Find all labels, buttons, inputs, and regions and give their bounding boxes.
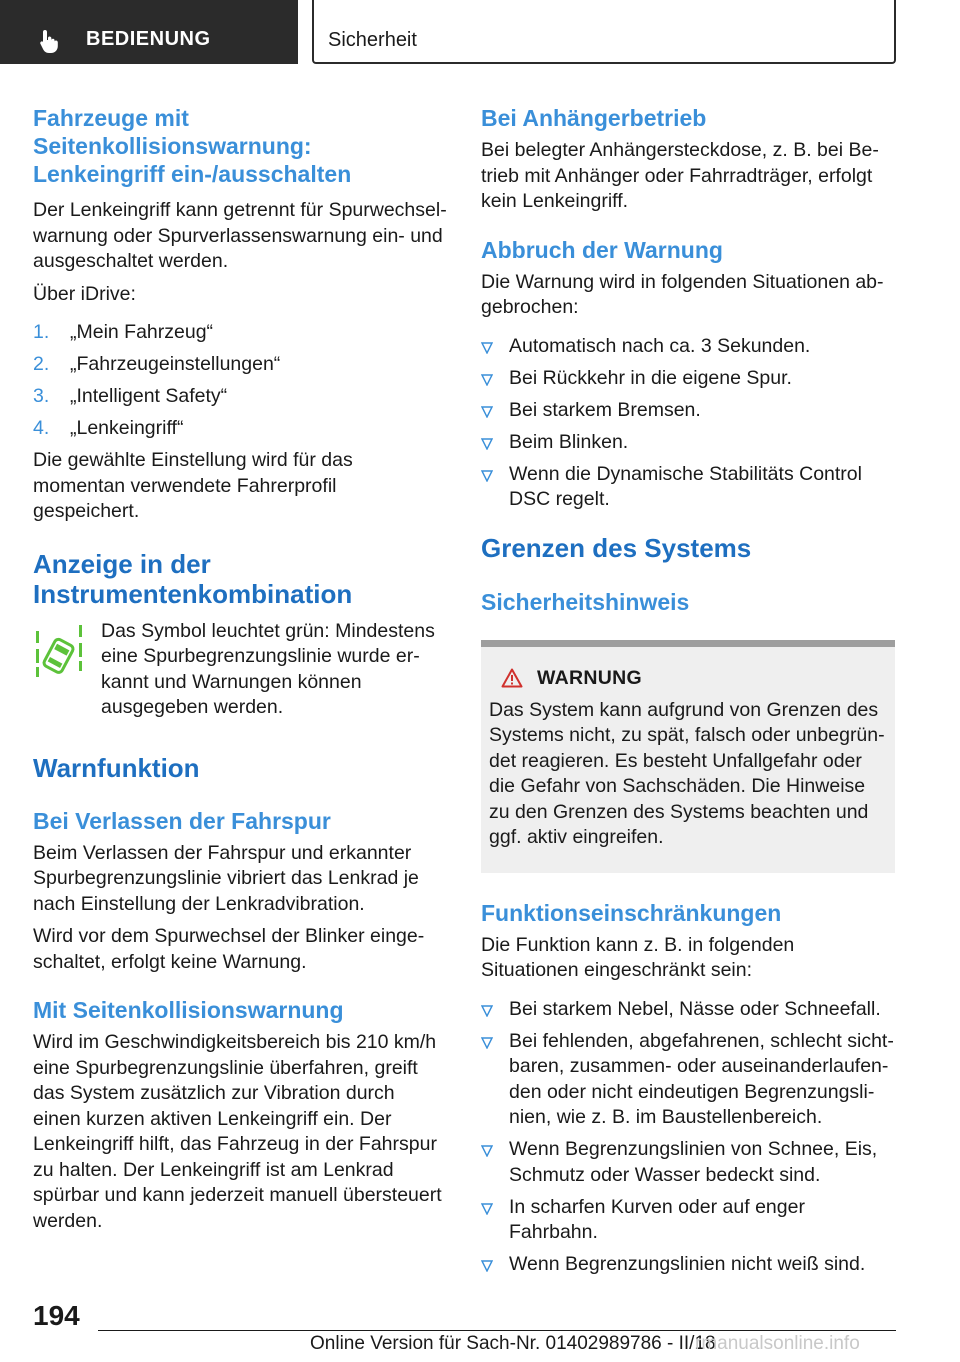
step-text: „Mein Fahrzeug“ bbox=[70, 321, 214, 343]
list-item-text: Wenn die Dynamische Stabilitäts Control DSC regelt. bbox=[509, 462, 862, 510]
list-item-text: Bei starkem Bremsen. bbox=[509, 398, 701, 421]
header-section-tab bbox=[0, 0, 298, 64]
list-item bbox=[481, 1137, 895, 1188]
warning-title: WARNUNG bbox=[537, 666, 643, 689]
list-item bbox=[481, 1029, 895, 1131]
watermark-text: rmanualsonline.info bbox=[695, 1333, 860, 1354]
section-label: BEDIENUNG bbox=[86, 28, 211, 50]
heading-anzeige: Anzeige in der Instrumentenkombination bbox=[33, 548, 353, 609]
heading-anhaenger: Bei Anhängerbetrieb bbox=[481, 105, 707, 131]
step-number: 2. bbox=[33, 353, 50, 375]
online-version-note: Online Version für Sach-Nr. 01402989786 - II/18 bbox=[310, 1333, 716, 1354]
heading-abbruch: Abbruch der Warnung bbox=[481, 236, 723, 263]
chapter-title: Sicherheit bbox=[328, 29, 417, 51]
heading-seitenkollision: Mit Seitenkollisionswarnung bbox=[33, 997, 344, 1023]
list-item bbox=[481, 334, 895, 360]
triangle-bullet-icon bbox=[481, 406, 493, 418]
heading-grenzen: Grenzen des Systems bbox=[481, 532, 752, 563]
lane-assist-indicator-icon bbox=[33, 621, 89, 681]
list-item bbox=[481, 462, 895, 513]
triangle-bullet-icon bbox=[481, 374, 493, 386]
heading-funktion: Funktionseinschränkungen bbox=[481, 899, 782, 926]
funktion-list bbox=[481, 997, 895, 1278]
list-item bbox=[481, 398, 895, 424]
paragraph-funktion: Die Funktion kann z. B. in folgenden Situationen eingeschränkt sein: bbox=[481, 933, 795, 981]
step-text: „Intelligent Safety“ bbox=[70, 385, 228, 407]
step-number: 4. bbox=[33, 417, 50, 439]
abbruch-list bbox=[481, 334, 895, 513]
step-number: 1. bbox=[33, 321, 50, 343]
header-chapter-box bbox=[312, 0, 896, 64]
triangle-bullet-icon bbox=[481, 1145, 493, 1157]
list-item bbox=[481, 430, 895, 456]
page-number: 194 bbox=[33, 1300, 80, 1331]
list-item-text: Wenn Begrenzungslinien nicht weiß sind. bbox=[509, 1253, 866, 1275]
step-text: „Lenkeingriff“ bbox=[70, 417, 184, 439]
list-item-text: Bei fehlenden, abgefahrenen, schlecht sichtbaren, zusammen- oder auseinanderlaufenden oder nicht eindeutigen Begrenzungslinien, wie z. B. im Baustellenbereich. bbox=[509, 1029, 894, 1128]
list-item-text: Bei starkem Nebel, Nässe oder Schneefall. bbox=[509, 997, 881, 1020]
paragraph-saved: Die gewählte Einstellung wird für das momentan verwendete Fahrerprofil gespeichert. bbox=[33, 449, 353, 522]
triangle-bullet-icon bbox=[481, 1203, 493, 1215]
heading-warnfunktion: Warnfunktion bbox=[33, 752, 200, 783]
list-item-text: Beim Blinken. bbox=[509, 430, 629, 453]
paragraph-symbol: Das Symbol leuchtet grün: Mindestens eine Spurbegrenzungslinie wurde erkannt und Warnungen können ausgegeben werden. bbox=[101, 619, 435, 718]
list-item bbox=[481, 1252, 895, 1278]
list-item bbox=[33, 384, 447, 410]
idrive-steps-list bbox=[33, 320, 447, 442]
paragraph-seitenkollision: Wird im Geschwindigkeitsbereich bis 210 km/h eine Spurbegrenzungslinie überfahren, greift das System zusätzlich zur Vibration durch einen kurzen aktiven Lenkeingriff ein. Der Lenkeingriff hilft, das Fahrzeug in der Fahrspur zu halten. Der Lenkeingriff ist am Lenkrad spürbar und kann jederzeit manuell übersteuert werden. bbox=[33, 1031, 442, 1232]
triangle-bullet-icon bbox=[481, 342, 493, 354]
paragraph-lenkeingriff: Der Lenkeingriff kann getrennt für Spurwechselwarnung oder Spurverlassenswarnung ein- und ausgeschaltet werden. bbox=[33, 199, 447, 272]
list-item bbox=[481, 997, 895, 1023]
list-item bbox=[33, 352, 447, 378]
list-item-text: Wenn Begrenzungslinien von Schnee, Eis, Schmutz oder Wasser bedeckt sind. bbox=[509, 1138, 878, 1186]
triangle-bullet-icon bbox=[481, 1005, 493, 1017]
triangle-bullet-icon bbox=[481, 470, 493, 482]
warning-text: Das System kann aufgrund von Grenzen des Systems nicht, zu spät, falsch oder unbegründet reagieren. Es besteht Unfallgefahr oder die Gefahr von Sachschäden. Die Hinweise zu den Grenzen des Systems beachten und ggf. aktiv eingreifen. bbox=[489, 698, 885, 848]
step-text: „Fahrzeugeinstellungen“ bbox=[70, 353, 281, 375]
list-item bbox=[33, 416, 447, 442]
list-item-text: Bei Rückkehr in die eigene Spur. bbox=[509, 366, 792, 389]
left-column bbox=[33, 104, 447, 1234]
paragraph-idrive: Über iDrive: bbox=[33, 282, 136, 305]
warning-triangle-icon bbox=[501, 668, 523, 688]
list-item-text: In scharfen Kurven oder auf enger Fahrbahn. bbox=[509, 1195, 805, 1243]
list-item bbox=[481, 366, 895, 392]
list-item bbox=[481, 1195, 895, 1246]
right-column bbox=[481, 104, 895, 1284]
footer-divider bbox=[98, 1330, 896, 1331]
paragraph-verlassen-2: Wird vor dem Spurwechsel der Blinker eingeschaltet, erfolgt keine Warnung. bbox=[33, 925, 425, 973]
triangle-bullet-icon bbox=[481, 438, 493, 450]
paragraph-abbruch: Die Warnung wird in folgenden Situationen abgebrochen: bbox=[481, 270, 884, 318]
paragraph-anhaenger: Bei belegter Anhängersteckdose, z. B. bei Betrieb mit Anhänger oder Fahrradträger, erfolgt kein Lenkeingriff. bbox=[481, 139, 879, 212]
triangle-bullet-icon bbox=[481, 1260, 493, 1272]
list-item-text: Automatisch nach ca. 3 Sekunden. bbox=[509, 334, 811, 357]
heading-verlassen: Bei Verlassen der Fahrspur bbox=[33, 807, 331, 834]
warning-header bbox=[501, 667, 887, 690]
indicator-block bbox=[33, 621, 447, 721]
list-item bbox=[33, 320, 447, 346]
pointing-hand-icon bbox=[38, 28, 64, 54]
warning-box bbox=[481, 640, 895, 873]
heading-sicherheitshinweis: Sicherheitshinweis bbox=[481, 588, 690, 615]
step-number: 3. bbox=[33, 385, 50, 407]
heading-lenkeingriff: Fahrzeuge mit Seitenkollisionswarnung: Lenkeingriff ein-/ausschalten bbox=[33, 105, 352, 187]
paragraph-verlassen-1: Beim Verlassen der Fahrspur und erkannter Spurbegrenzungslinie vibriert das Lenkrad je nach Einstellung der Lenkradvibration. bbox=[33, 841, 419, 915]
triangle-bullet-icon bbox=[481, 1037, 493, 1049]
